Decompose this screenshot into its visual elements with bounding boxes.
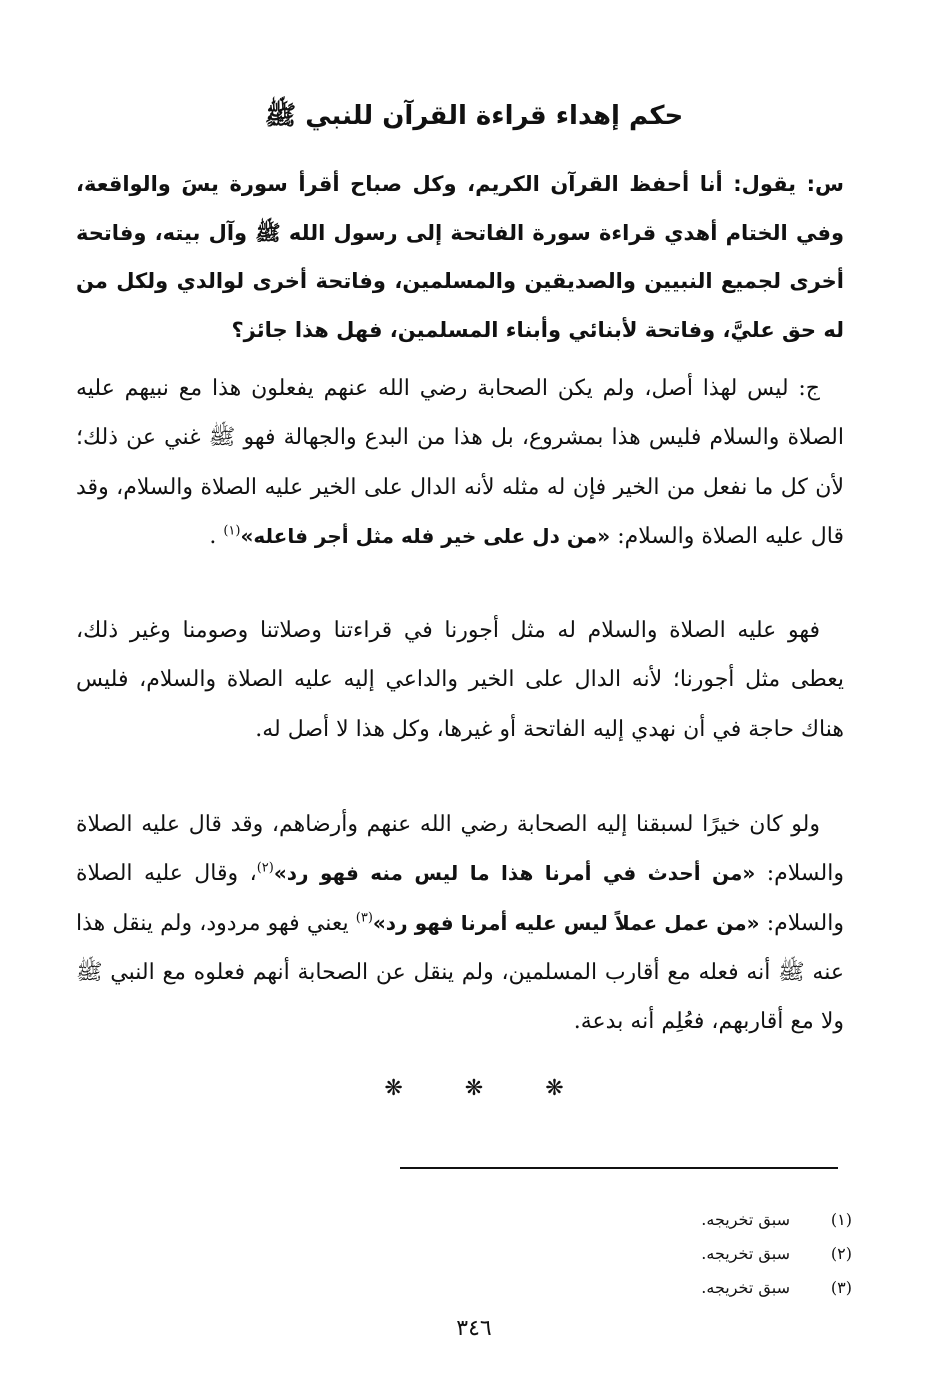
- footnote-item: [500, 1203, 852, 1237]
- answer-paragraph-1: [76, 364, 844, 561]
- answer-paragraph-2: [76, 606, 844, 754]
- page-title: حكم إهداء قراءة القرآن للنبي ﷺ: [264, 101, 684, 131]
- hadith-quote: «من عمل عملاً ليس عليه أمرنا فهو رد»: [372, 910, 760, 935]
- answer-text: ج: ليس لهذا أصل، ولم يكن الصحابة رضي الله عنهم يفعلون هذا مع نبيهم عليه الصلاة والسلام فليس هذا بمشروع، بل هذا من البدع والجهالة فهو ﷺ غني عن ذلك؛ لأن كل ما نفعل من الخير فإن له مثله لأنه الدال على الخير عليه الصلاة والسلام، وقد قال عليه الصلاة والسلام:: [76, 376, 844, 549]
- footnote-text: سبق تخريجه.: [701, 1244, 790, 1263]
- answer-text: ، وقال عليه الصلاة والسلام:: [76, 861, 844, 936]
- footnote-ref[interactable]: (٢): [256, 860, 274, 876]
- footnote-text: سبق تخريجه.: [701, 1278, 790, 1297]
- question-paragraph: س: يقول: أنا أحفظ القرآن الكريم، وكل صباح أقرأ سورة يسَ والواقعة، وفي الختام أهدي قراءة سورة الفاتحة إلى رسول الله ﷺ وآل بيته، وفاتحة أخرى لجميع النبيين والصديقين والمسلمين، وفاتحة أخرى لوالدي ولكل من له حق عليَّ، وفاتحة لأبنائي وأبناء المسلمين، فهل هذا جائز؟: [76, 172, 844, 342]
- footnotes: [500, 1203, 852, 1305]
- page-number: ٣٤٦: [456, 1316, 492, 1341]
- footnote-number: (٣): [830, 1278, 852, 1297]
- hadith-quote: «من أحدث في أمرنا هذا ما ليس منه فهو رد»: [273, 861, 756, 886]
- footnote-ref[interactable]: (٣): [355, 910, 373, 926]
- footnote-number: (٢): [830, 1244, 852, 1263]
- section-separator-stars: ❋❋❋: [384, 1076, 626, 1101]
- answer-text: يعني فهو مردود، ولم ينقل هذا عنه ﷺ أنه فعله مع أقارب المسلمين، ولم ينقل عن الصحابة أنهم فعلوه مع النبي ﷺ ولا مع أقاربهم، فعُلِم أنه بدعة.: [76, 910, 844, 1035]
- hadith-quote: «من دل على خير فله مثل أجر فاعله»: [240, 523, 611, 548]
- footnote-divider: [400, 1167, 838, 1169]
- footnote-number: (١): [830, 1210, 852, 1229]
- answer-text: ولو كان خيرًا لسبقنا إليه الصحابة رضي الله عنهم وأرضاهم، وقد قال عليه الصلاة والسلام:: [76, 812, 844, 887]
- answer-paragraph-3: [76, 800, 844, 1046]
- footnote-text: سبق تخريجه.: [701, 1210, 790, 1229]
- footnote-ref[interactable]: (١): [223, 523, 241, 539]
- sentence-end: .: [209, 523, 217, 549]
- footnote-item: [500, 1237, 852, 1271]
- footnote-item: [500, 1271, 852, 1305]
- answer-text: فهو عليه الصلاة والسلام له مثل أجورنا في قراءتنا وصلاتنا وصومنا وغير ذلك، يعطى مثل أجورنا؛ لأنه الدال على الخير والداعي إليه عليه الصلاة والسلام، فليس هناك حاجة في أن نهدي إليه الفاتحة أو غيرها، وكل هذا لا أصل له.: [76, 618, 844, 742]
